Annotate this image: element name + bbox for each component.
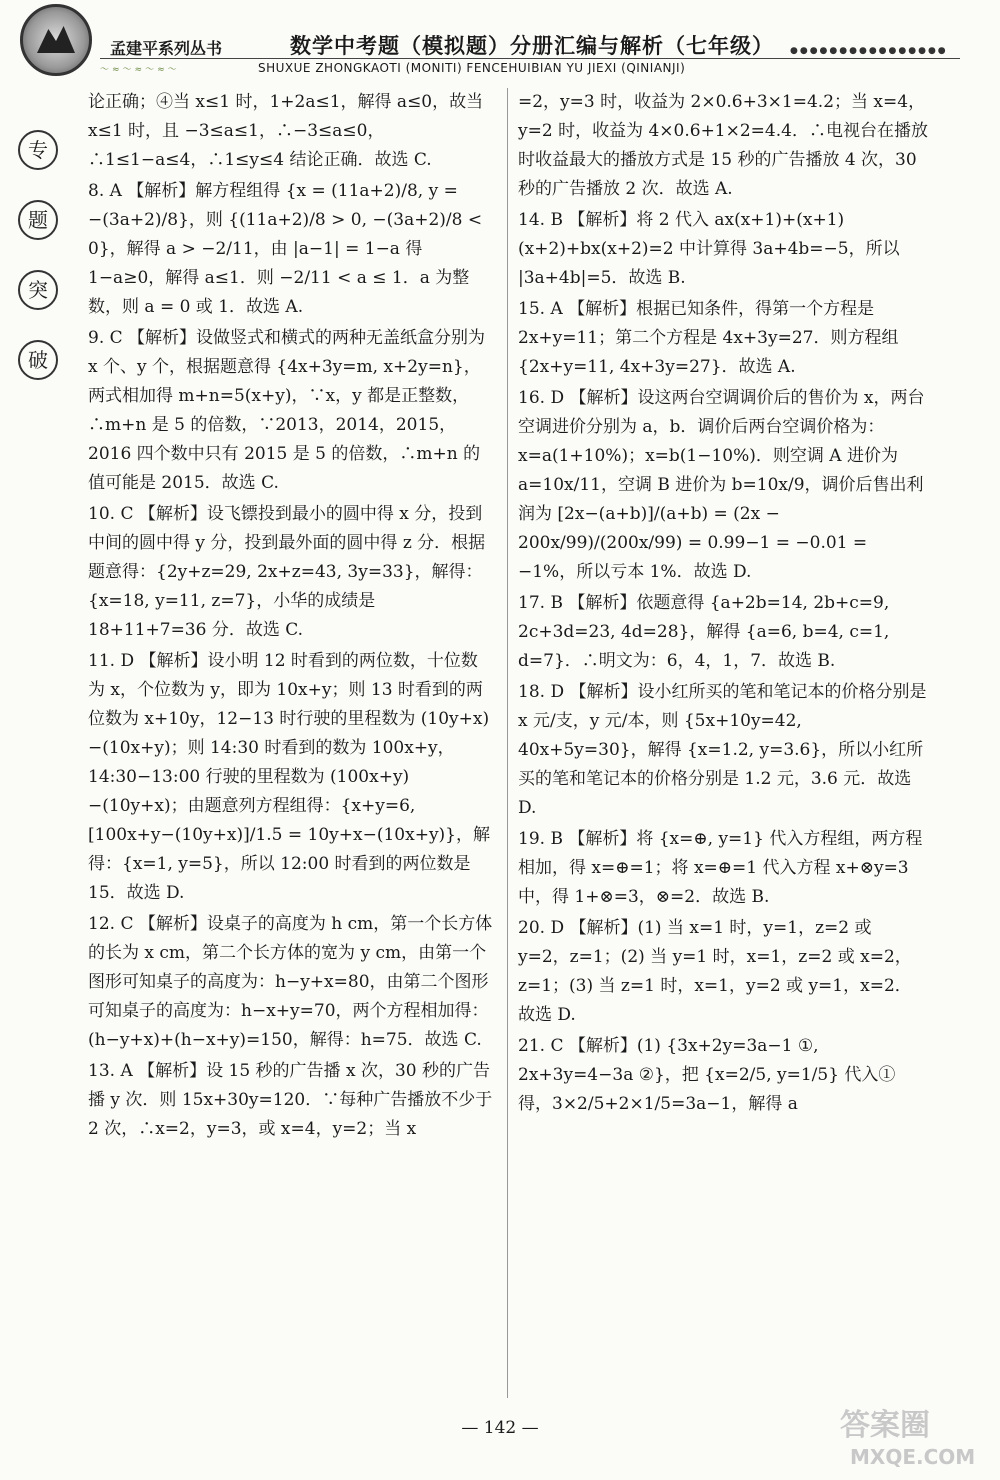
answer-paragraph: 18. D 【解析】设小红所买的笔和笔记本的价格分别是 x 元/支，y 元/本，则 {5x+10y=42, 40x+5y=30}，解得 {x=1.2, y=3.6}，所以小红所买的笔和笔记本的价格分别是 1.2 元，3.6 元．故选 D. <box>518 682 927 818</box>
answer-paragraph: =2，y=3 时，收益为 2×0.6+3×1=4.2；当 x=4，y=2 时，收益为 4×0.6+1×2=4.4．∴电视台在播放时收益最大的播放方式是 15 秒的广告播放 4 次，30 秒的广告播放 2 次．故选 A. <box>518 92 928 199</box>
answer-paragraph: 12. C 【解析】设桌子的高度为 h cm，第一个长方体的长为 x cm，第二个长方体的宽为 y cm，由第一个图形可知桌子的高度为：h−y+x=80，由第二个图形可知桌子的高度为：h−x+y=70，两个方程相加得：(h−y+x)+(h−x+y)=150，解得：h=75．故选 C. <box>88 914 493 1050</box>
answer-paragraph: 13. A 【解析】设 15 秒的广告播 x 次，30 秒的广告播 y 次．则 15x+30y=120．∵每种广告播放不少于 2 次，∴x=2，y=3，或 x=4，y=2；当 x <box>88 1061 493 1139</box>
answer-paragraph: 16. D 【解析】设这两台空调调价后的售价为 x，两台空调进价分别为 a，b．调价后两台空调价格为：x=a(1+10%)；x=b(1−10%)．则空调 A 进价为 a=10x/11，空调 B 进价为 b=10x/9，调价后售出利润为 [2x−(a+b)]/(a+b) = (2x − 200x/99)/(200x/99) = 0.99−1 = −0.01 = −1%，所以亏本 1%．故选 D. <box>518 388 925 582</box>
answer-paragraph: 9. C 【解析】设做竖式和横式的两种无盖纸盒分别为 x 个、y 个，根据题意得 {4x+3y=m, x+2y=n}，两式相加得 m+n=5(x+y)，∵x，y 都是正整数，∴m+n 是 5 的倍数，∵2013，2014，2015，2016 四个数中只有 2015 是 5 的倍数，∴m+n 的值可能是 2015．故选 C. <box>88 328 486 493</box>
answer-paragraph: 10. C 【解析】设飞镖投到最小的圆中得 x 分，投到中间的圆中得 y 分，投到最外面的圆中得 z 分．根据题意得：{2y+z=29, 2x+z=43, 3y=33}，解得：{x=18, y=11, z=7}，小华的成绩是 18+11+7=36 分．故选 C. <box>88 504 486 640</box>
header-rule <box>100 58 960 59</box>
left-column <box>88 88 493 1146</box>
answer-paragraph: 11. D 【解析】设小明 12 时看到的两位数，十位数为 x，个位数为 y，即为 10x+y；则 13 时看到的两位数为 x+10y，12−13 时行驶的里程数为 (10y+x)−(10x+y)；则 14:30 时看到的数为 100x+y，14:30−13:00 行驶的里程数为 (100x+y)−(10y+x)；由题意列方程组得：{x+y=6, [100x+y−(10y+x)]/1.5 = 10y+x−(10x+y)}，解得：{x=1, y=5}，所以 12:00 时看到的两位数是 15．故选 D. <box>88 651 490 903</box>
answer-paragraph: 8. A 【解析】解方程组得 {x = (11a+2)/8, y = −(3a+2)/8}，则 {(11a+2)/8 > 0, −(3a+2)/8 < 0}，解得 a > −2/11，由 |a−1| = 1−a 得 1−a≥0，解得 a≤1．则 −2/11 < a ≤ 1．a 为整数，则 a = 0 或 1．故选 A. <box>88 181 483 317</box>
sidebar-char: 破 <box>18 340 58 380</box>
book-title: 数学中考题（模拟题）分册汇编与解析（七年级） <box>290 34 774 58</box>
watermark-logo: 答案圈 <box>840 1408 930 1443</box>
answer-paragraph: 21. C 【解析】(1) {3x+2y=3a−1 ①, 2x+3y=4−3a ②}，把 {x=2/5, y=1/5} 代入①得，3×2/5+2×1/5=3a−1，解得 a <box>518 1036 896 1114</box>
decorative-leaf-pattern: ～≈～≈～≈～ <box>100 65 180 75</box>
watermark-url: MXQE.COM <box>850 1445 976 1469</box>
sidebar-char: 专 <box>18 130 58 170</box>
page-header <box>0 0 1000 80</box>
sidebar-char: 题 <box>18 200 58 240</box>
answer-paragraph: 论正确；④当 x≤1 时，1+2a≤1，解得 a≤0，故当 x≤1 时，且 −3≤a≤1，∴−3≤a≤0，∴1≤1−a≤4，∴1≤y≤4 结论正确．故选 C. <box>88 92 484 170</box>
publisher-logo-icon <box>20 4 92 76</box>
right-column <box>518 88 928 1121</box>
sidebar-topic-label <box>18 130 62 410</box>
sidebar-char: 突 <box>18 270 58 310</box>
answer-paragraph: 17. B 【解析】依题意得 {a+2b=14, 2b+c=9, 2c+3d=23, 4d=28}，解得 {a=6, b=4, c=1, d=7}．∴明文为：6，4，1，7．故选 B. <box>518 593 890 671</box>
series-name: 孟建平系列丛书 <box>110 39 223 58</box>
answer-paragraph: 20. D 【解析】(1) 当 x=1 时，y=1，z=2 或 y=2，z=1；(2) 当 y=1 时，x=1，z=2 或 x=2，z=1；(3) 当 z=1 时，x=1，y=2 或 y=1，x=2．故选 D. <box>518 918 912 1025</box>
answer-paragraph: 15. A 【解析】根据已知条件，得第一个方程是 2x+y=11；第二个方程是 4x+3y=27．则方程组 {2x+y=11, 4x+3y=27}．故选 A. <box>518 299 899 377</box>
page-number: — 142 — <box>461 1418 539 1438</box>
decorative-dots: ●●●●●●●●●●●●●●●● <box>790 46 948 56</box>
column-divider <box>507 88 508 1398</box>
answer-paragraph: 19. B 【解析】将 {x=⊕, y=1} 代入方程组，两方程相加，得 x=⊕=1；将 x=⊕=1 代入方程 x+⊗y=3 中，得 1+⊗=3，⊗=2．故选 B. <box>518 829 923 907</box>
answer-paragraph: 14. B 【解析】将 2 代入 ax(x+1)+(x+1)(x+2)+bx(x+2)=2 中计算得 3a+4b=−5，所以 |3a+4b|=5．故选 B. <box>518 210 900 288</box>
book-title-pinyin: SHUXUE ZHONGKAOTI (MONITI) FENCEHUIBIAN YU JIEXI (QINIANJI) <box>258 61 686 75</box>
